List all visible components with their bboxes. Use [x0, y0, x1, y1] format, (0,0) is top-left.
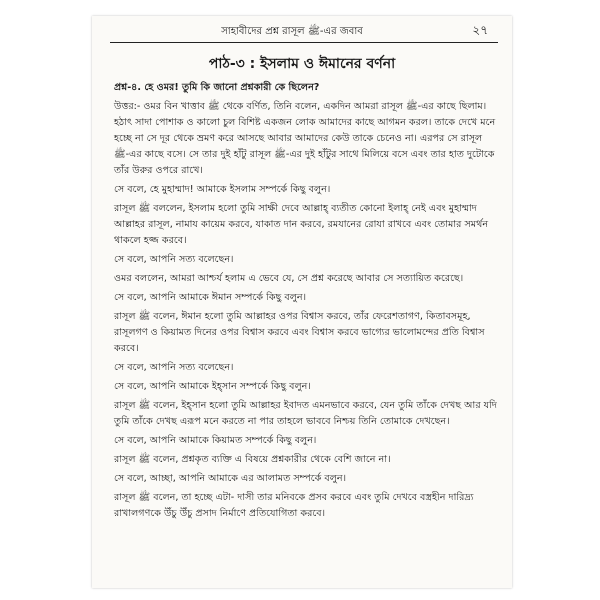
chapter-title: পাঠ-৩ : ইসলাম ও ঈমানের বর্ণনা [208, 56, 396, 72]
paragraph: সে বলে, আপনি আমাকে ইহ্সান সম্পর্কে কিছু বলুন। [114, 381, 311, 392]
page-number: ২৭ [472, 23, 488, 37]
paragraph: রাসূল ﷺ বলেন, ঈমান হলো তুমি আল্লাহর ওপর বিশ্বাস করবে, তাঁর ফেরেশতাগণ, কিতাবসমূহ, রাসূলগণ ও কিয়ামত দিনের ওপর বিশ্বাস করবে এবং বিশ্বাস করবে ভাগ্যের ভালোমন্দের প্রতি বিশ্বাস করবে। [114, 311, 488, 354]
question-heading: প্রশ্ন-৪. হে ওমর! তুমি কি জানো প্রশ্নকারী কে ছিলেন? [114, 82, 320, 93]
paragraph: সে বলে, আপনি আমাকে ঈমান সম্পর্কে কিছু বলুন। [114, 292, 307, 303]
paragraph: রাসূল ﷺ বললেন, ইসলাম হলো তুমি সাক্ষী দেবে আল্লাহ্ ব্যতীত কোনো ইলাহ্ নেই এবং মুহাম্মাদ আল্লাহর রাসূল, নামায কায়েম করবে, যাকাত দান করবে, রমযানের রোযা রাখবে এবং তোমার সমর্থন থাকলে হজ্জ করবে। [114, 203, 492, 246]
paragraph: রাসূল ﷺ বলেন, ইহ্সান হলো তুমি আল্লাহর ইবাদত এমনভাবে করবে, যেন তুমি তাঁকে দেখছ আর যদি তুমি তাঁকে দেখছ এরূপ মনে করতে না পার তাহলে ভাববে নিশ্চয় তিনি তোমাকে দেখছেন। [114, 400, 501, 427]
header-rule [110, 42, 498, 43]
paragraph: ওমর বললেন, আমরা আশ্চর্য হলাম এ ভেবে যে, সে প্রশ্ন করেছে আবার সে সত্যায়িত করেছে। [114, 273, 464, 284]
paragraph: সে বলে, আপনি সত্য বলেছেন। [114, 254, 234, 265]
paragraph: সে বলে, হে মুহাম্মাদ! আমাকে ইসলাম সম্পর্কে কিছু বলুন। [114, 184, 331, 195]
paragraph: সে বলে, আচ্ছা, আপনি আমাকে এর আলামত সম্পর্কে বলুন। [114, 473, 347, 484]
paragraph: রাসূল ﷺ বলেন, তা হচ্ছে এটা- দাসী তার মনিবকে প্রসব করবে এবং তুমি দেখবে বস্ত্রহীন দারিদ্র্য রাখালগণকে উঁচু উঁচু প্রসাদ নির্মাণে প্রতিযোগিতা করবে। [114, 492, 477, 519]
answer-paragraph: উত্তর:- ওমর বিন খাত্তাব ﷺ থেকে বর্ণিত, তিনি বলেন, একদিন আমরা রাসূল ﷺ-এর কাছে ছিলাম। হঠাৎ সাদা পোশাক ও কালো চুল বিশিষ্ট একজন লোক আমাদের কাছে আগমন করল। তাকে দেখে মনে হচ্ছে না সে দূর থেকে ভ্রমণ করে আসছে আবার আমাদের কেউ তাকে চেনেও না। এরপর সে রাসূল ﷺ-এর কাছে বসে। সে তার দুই হাঁটু রাসূল ﷺ-এর দুই হাঁটুর সাথে মিলিয়ে বসে এবং তার হাত দুটোকে তাঁর উরুর ওপরে রাখে। [114, 101, 499, 176]
paragraph: রাসূল ﷺ বলেন, প্রশ্নকৃত ব্যক্তি এ বিষয়ে প্রশ্নকারীর থেকে বেশি জানে না। [114, 454, 391, 465]
running-header: সাহাবীদের প্রশ্ন রাসূল ﷺ-এর জবাব [221, 26, 363, 37]
book-page [92, 16, 512, 588]
paragraph: সে বলে, আপনি সত্য বলেছেন। [114, 362, 234, 373]
page-body [114, 80, 501, 525]
paragraph: সে বলে, আপনি আমাকে কিয়ামত সম্পর্কে কিছু বলুন। [114, 435, 317, 446]
